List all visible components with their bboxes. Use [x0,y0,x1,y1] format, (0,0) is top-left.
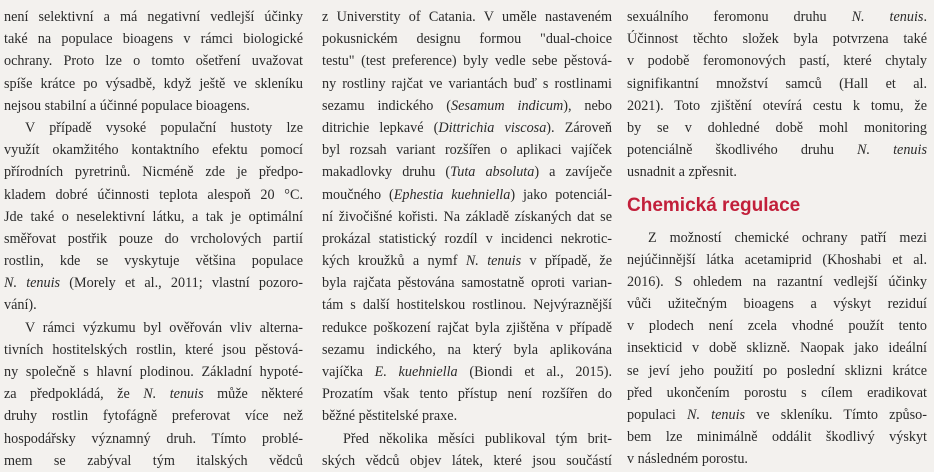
text-line: makadlovky druhu (Tuta absoluta) a zavíječe [322,164,612,181]
text-line: vajíčka E. kuehniella (Biondi et al., 2015). [322,364,612,380]
text-line: před ukončením porostu s cílem eradikovat [627,384,927,401]
text-line: není selektivní a má negativní vedlejší účinky [4,9,303,25]
text-line: tivních hostitelských rostlin, které jsou pěstová- [4,341,303,358]
text-line: N. tenuis (Morely et al., 2011; vlastní pozoro- [4,275,303,292]
section-heading: Chemická regulace [627,194,801,216]
text-line: přírodních pyretrinů. Nicméně zde je předpo- [4,164,303,181]
text-line: byl rozsah variant rozšířen o aplikaci vajíček [322,142,612,159]
text-line: vůči užitečným bioagens a výskyt reziduí [627,296,927,313]
text-line: usnadnit a zpřesnit. [627,164,737,181]
text-line: se jeví jeho použití po poslední sklizni krátce [627,362,927,379]
text-line: druhy rostlin fytofágně preferovat více než [4,408,303,425]
text-line: insekticid v době sklizně. Naopak jako ideální [627,340,927,357]
text-line: Před několika měsíci publikoval tým brit- [343,430,612,447]
text-line: pokusnickém designu formou "dual-choice [322,31,612,48]
text-column-3 [627,6,927,471]
text-line: hospodářsky významný druh. Tímto problé- [4,430,303,447]
text-line: V případě vysoké populační hustoty lze [25,119,303,136]
text-line: sezamu indického (Sesamum indicum), nebo [322,97,612,114]
text-line: 2021). Toto zjištění otevírá cestu k tomu, že [627,97,927,114]
text-line: ditrichie lepkavé (Dittrichia viscosa). Zároveň [322,119,612,136]
text-line: testu" (test preference) byly vedle sebe pěstová- [322,53,612,70]
text-line: redukce poškození rajčat byla zjištěna v případě [322,319,612,336]
text-line: nejúčinnější látka acetamiprid (Khoshabi et al. [627,251,927,268]
text-line: prokázal statistický rozdíl v incidenci nekrotic- [322,230,612,247]
text-line: rostlin, kde se vyskytuje většina populace [4,253,303,270]
text-line: Účinnost těchto složek byla potvrzena také [627,31,927,48]
text-line: byla rajčata pěstována samostatně oproti varian- [322,275,612,292]
text-line: v plodech není zcela vhodné použít tento [627,318,927,335]
text-line: ny rostliny rajčat ve variantách buď s rostlinami [322,75,612,92]
text-line: Prozatím však tento přístup není rozšířen do [322,386,612,403]
text-line: nejsou stabilní a účinné populace bioagens. [4,97,250,114]
text-line: kladem dobré účinnosti teplota alespoň 20 °C. [4,186,303,203]
text-line: z Universtity of Catania. V uměle nastaveném [322,9,612,25]
text-line: spíše krátce po výsadbě, když ještě ve skleníku [4,75,303,92]
text-line: tám s další hostitelskou rostlinou. Nejvýraznější [322,297,612,314]
text-line: potenciálně škodlivého druhu N. tenuis [627,142,927,159]
text-line: využít okamžitého kontaktního efektu pomocí [4,142,303,159]
text-line: ochrany. Proto lze o tomto ošetření uvažovat [4,53,303,70]
text-line: běžné pěstitelské praxe. [322,408,458,425]
text-column-1 [4,6,303,472]
text-column-2 [322,6,612,472]
text-line: kých kroužků a nymf N. tenuis v případě, že [322,253,612,270]
text-line: sezamu indického, na který byla aplikována [322,341,612,358]
text-line: v následném porostu. [627,451,748,468]
text-line: by se v dohledné době mohl monitoring [627,119,927,136]
text-line: ských vědců objev látek, které jsou součástí [322,452,612,469]
text-line: Z možností chemické ochrany patří mezi [648,229,927,246]
text-line: bem lze minimálně oddálit škodlivý výskyt [627,429,927,446]
text-line: za předpokládá, že N. tenuis může některé [4,386,304,403]
text-line: ní živočišné kořisti. Na základě získaných dat se [322,208,612,225]
text-line: signifikantní množství samců (Hall et al. [627,75,927,92]
text-line: Jde také o neselektivní látku, a tak je optimální [4,208,303,225]
text-line: v podobě feromonových pastí, které chytaly [627,53,927,70]
text-line: 2016). S ohledem na razantní vedlejší účinky [627,273,927,290]
text-line: V rámci výzkumu byl ověřován vliv alterna- [25,319,303,336]
text-line: moučného (Ephestia kuehniella) jako potenciál- [322,186,613,203]
text-line: také na populace bioagens v rámci biologické [4,31,303,48]
text-line: mem se zabýval tým italských vědců [4,452,303,469]
text-line: sexuálního feromonu druhu N. tenuis. [627,9,927,25]
text-line: směřovat postřik pouze do vrcholových partií [4,230,303,247]
text-line: vání). [4,297,37,314]
text-line: populaci N. tenuis ve skleníku. Tímto způso- [627,407,927,423]
text-line: ny společně s hlavní plodinou. Základní hypoté- [4,364,303,380]
